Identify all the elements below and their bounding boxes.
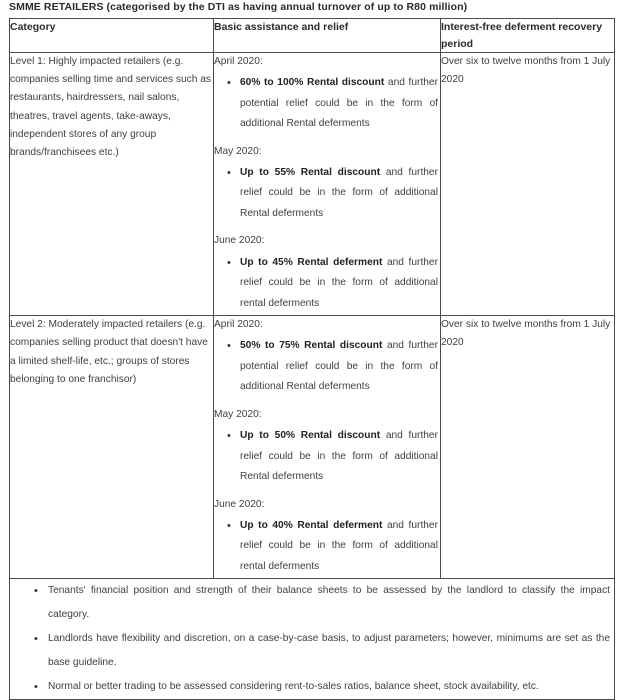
month-label-june: June 2020: (214, 235, 265, 247)
table-row (10, 53, 615, 316)
list-item (240, 73, 440, 135)
column-header-period: Interest-free deferment recovery period (441, 19, 615, 53)
relief-detail: and further relief could be in the form of additional rental deferments (240, 256, 438, 309)
category-cell-level-1: Level 1: Highly impacted retailers (e.g. companies selling time and services such as restaurants, hairdressers, nail salons, theatres, travel agents, take-aways, independent stores of any group brands/franchisees etc.) (10, 53, 214, 316)
category-cell-level-2: Level 2: Moderately impacted retailers (e.g. companies selling product that doesn't have a limited shelf-life, etc.; groups of stores belonging to one franchisor) (10, 316, 214, 579)
notes-list (10, 579, 614, 699)
relief-block-may (214, 143, 440, 225)
list-item: • Normal or better trading to be assessed considering rent-to-sales ratios, balance sheet, stock availability, etc. (48, 675, 614, 699)
relief-item-list (214, 336, 440, 398)
relief-block-june (214, 232, 440, 314)
relief-detail: and further relief could be in the form of additional Rental deferments (240, 430, 438, 483)
month-label-may: May 2020: (214, 145, 262, 157)
list-item (240, 163, 440, 225)
month-label-april: April 2020: (214, 319, 263, 331)
relief-highlight: Up to 45% Rental deferment (240, 256, 383, 268)
column-header-category: Category (10, 19, 214, 53)
list-item (240, 426, 440, 488)
list-item (240, 336, 440, 398)
relief-highlight: Up to 40% Rental deferment (240, 519, 383, 531)
smme-retailers-table (9, 18, 615, 700)
month-label-june: June 2020: (214, 498, 265, 510)
relief-item-list (214, 516, 440, 578)
list-item: • Tenants' financial position and strength of their balance sheets to be assessed by the landlord to classify the impact category. (48, 579, 614, 627)
page-title: SMME RETAILERS (categorised by the DTI as having annual turnover of up to R80 million) (9, 1, 468, 13)
column-header-assistance: Basic assistance and relief (214, 19, 441, 53)
relief-cell-level-2 (214, 316, 441, 579)
month-label-april: April 2020: (214, 56, 263, 67)
period-cell-level-1: Over six to twelve months from 1 July 2020 (441, 53, 615, 316)
list-item (240, 516, 440, 578)
period-cell-level-2: Over six to twelve months from 1 July 2020 (441, 316, 615, 579)
notes-cell (10, 579, 615, 700)
month-label-may: May 2020: (214, 408, 262, 420)
relief-detail: and further relief could be in the form of additional Rental deferments (240, 166, 438, 219)
list-item (240, 253, 440, 315)
table-header (10, 19, 615, 53)
relief-block-may (214, 406, 440, 488)
relief-detail: and further potential relief could be in the form of additional Rental deferments (240, 77, 438, 130)
relief-item-list (214, 426, 440, 488)
relief-highlight: 60% to 100% Rental discount (240, 77, 385, 89)
relief-detail: and further potential relief could be in the form of additional Rental deferments (240, 340, 438, 393)
relief-highlight: Up to 55% Rental discount (240, 166, 381, 178)
table-body (10, 53, 615, 700)
table-row (10, 316, 615, 579)
relief-highlight: Up to 50% Rental discount (240, 430, 381, 442)
relief-detail: and further relief could be in the form of additional rental deferments (240, 519, 438, 572)
relief-cell-level-1 (214, 53, 441, 316)
list-item: • Landlords have flexibility and discretion, on a case-by-case basis, to adjust parameters; however, minimums are set as the base guideline. (48, 627, 614, 675)
relief-item-list (214, 163, 440, 225)
relief-item-list (214, 73, 440, 135)
relief-item-list (214, 253, 440, 315)
relief-block-june (214, 496, 440, 578)
table-footnotes-row (10, 579, 615, 700)
relief-block-april (214, 316, 440, 398)
relief-block-april (214, 53, 440, 135)
relief-highlight: 50% to 75% Rental discount (240, 340, 383, 352)
table-header-row (10, 19, 615, 53)
